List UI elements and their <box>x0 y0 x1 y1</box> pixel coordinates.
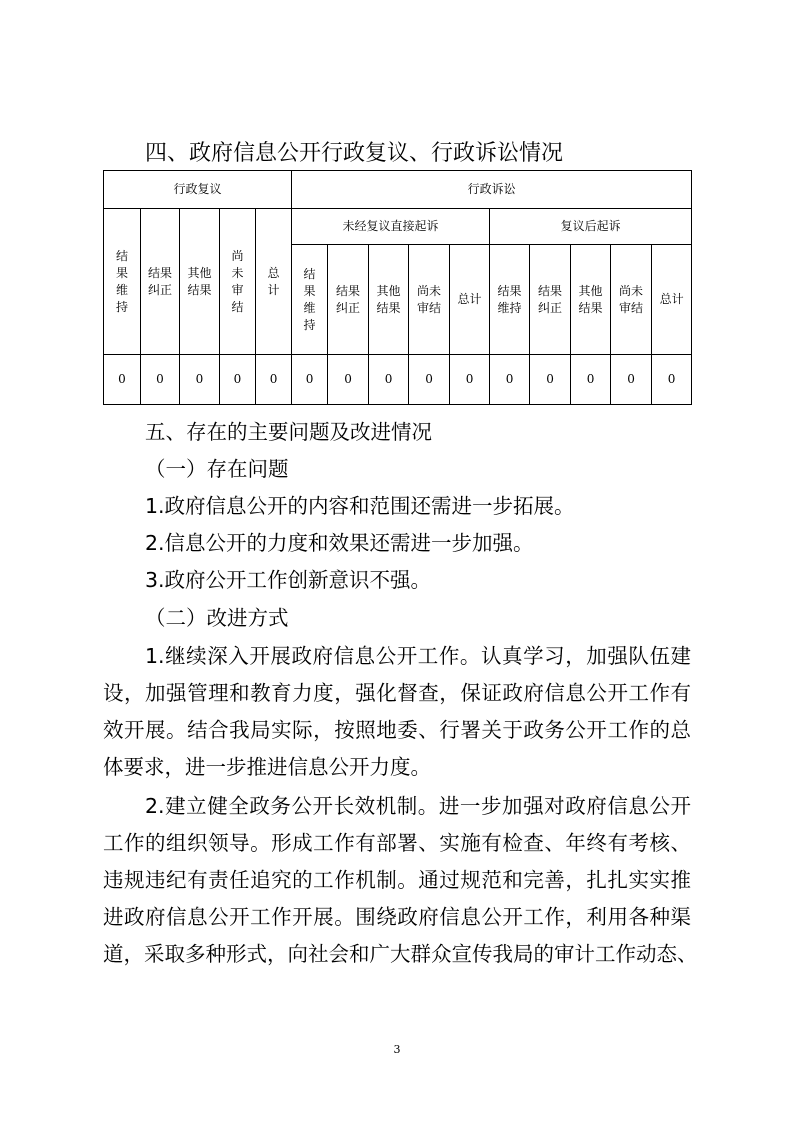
table-header-row-2 <box>104 209 692 245</box>
col-header: 结果维持 <box>490 245 530 355</box>
table-cell: 0 <box>220 355 256 405</box>
table-cell: 0 <box>141 355 180 405</box>
col-header: 其他结果 <box>180 209 220 355</box>
header-review: 行政复议 <box>104 171 292 209</box>
header-after-review: 复议后起诉 <box>490 209 692 245</box>
col-header: 结果维持 <box>104 209 141 355</box>
col-header: 总计 <box>256 209 292 355</box>
table-value-row <box>104 355 692 405</box>
improve-1-line-1: 1.继续深入开展政府信息公开工作。认真学习，加强队伍建 <box>145 644 691 668</box>
col-header: 总计 <box>652 245 692 355</box>
table-cell: 0 <box>490 355 530 405</box>
subsection-issues-title: （一）存在问题 <box>145 457 289 481</box>
section-4-title: 四、政府信息公开行政复议、行政诉讼情况 <box>145 141 564 166</box>
improve-2-line-3: 违规违纪有责任追究的工作机制。通过规范和完善，扎扎实实推 <box>103 868 691 892</box>
section-5-title: 五、存在的主要问题及改进情况 <box>145 420 432 444</box>
col-header: 其他结果 <box>369 245 409 355</box>
table-cell: 0 <box>611 355 652 405</box>
improve-1-line-4: 体要求，进一步推进信息公开力度。 <box>103 755 431 779</box>
table-cell: 0 <box>292 355 328 405</box>
col-header: 总计 <box>450 245 490 355</box>
header-litigation: 行政诉讼 <box>292 171 692 209</box>
col-header: 其他结果 <box>571 245 611 355</box>
review-litigation-table <box>103 170 692 405</box>
col-header: 尚未审结 <box>611 245 652 355</box>
subsection-improve-title: （二）改进方式 <box>145 606 289 630</box>
issue-item-1: 1.政府信息公开的内容和范围还需进一步拓展。 <box>145 494 575 518</box>
improve-1-line-3: 效开展。结合我局实际，按照地委、行署关于政务公开工作的总 <box>103 718 691 742</box>
table-cell: 0 <box>104 355 141 405</box>
col-header: 结果纠正 <box>141 209 180 355</box>
table-cell: 0 <box>652 355 692 405</box>
table-header-row-1 <box>104 171 692 209</box>
page-number: 3 <box>393 1043 401 1056</box>
table-cell: 0 <box>256 355 292 405</box>
improve-2-line-5: 道，采取多种形式，向社会和广大群众宣传我局的审计工作动态、 <box>103 942 698 966</box>
improve-2-line-4: 进政府信息公开工作开展。围绕政府信息公开工作，利用各种渠 <box>103 905 691 929</box>
header-direct-litigation: 未经复议直接起诉 <box>292 209 490 245</box>
table-cell: 0 <box>328 355 369 405</box>
issue-item-3: 3.政府公开工作创新意识不强。 <box>145 568 432 592</box>
table-cell: 0 <box>409 355 450 405</box>
col-header: 结果纠正 <box>530 245 571 355</box>
table-cell: 0 <box>530 355 571 405</box>
table-cell: 0 <box>450 355 490 405</box>
col-header: 尚未审结 <box>409 245 450 355</box>
col-header: 尚未审结 <box>220 209 256 355</box>
table-cell: 0 <box>369 355 409 405</box>
table-cell: 0 <box>180 355 220 405</box>
improve-2-line-1: 2.建立健全政务公开长效机制。进一步加强对政府信息公开 <box>145 794 691 818</box>
col-header: 结果纠正 <box>328 245 369 355</box>
improve-1-line-2: 设，加强管理和教育力度，强化督查，保证政府信息公开工作有 <box>103 681 691 705</box>
col-header: 结果维持 <box>292 245 328 355</box>
improve-2-line-2: 工作的组织领导。形成工作有部署、实施有检查、年终有考核、 <box>103 831 691 855</box>
table-cell: 0 <box>571 355 611 405</box>
issue-item-2: 2.信息公开的力度和效果还需进一步加强。 <box>145 531 534 555</box>
